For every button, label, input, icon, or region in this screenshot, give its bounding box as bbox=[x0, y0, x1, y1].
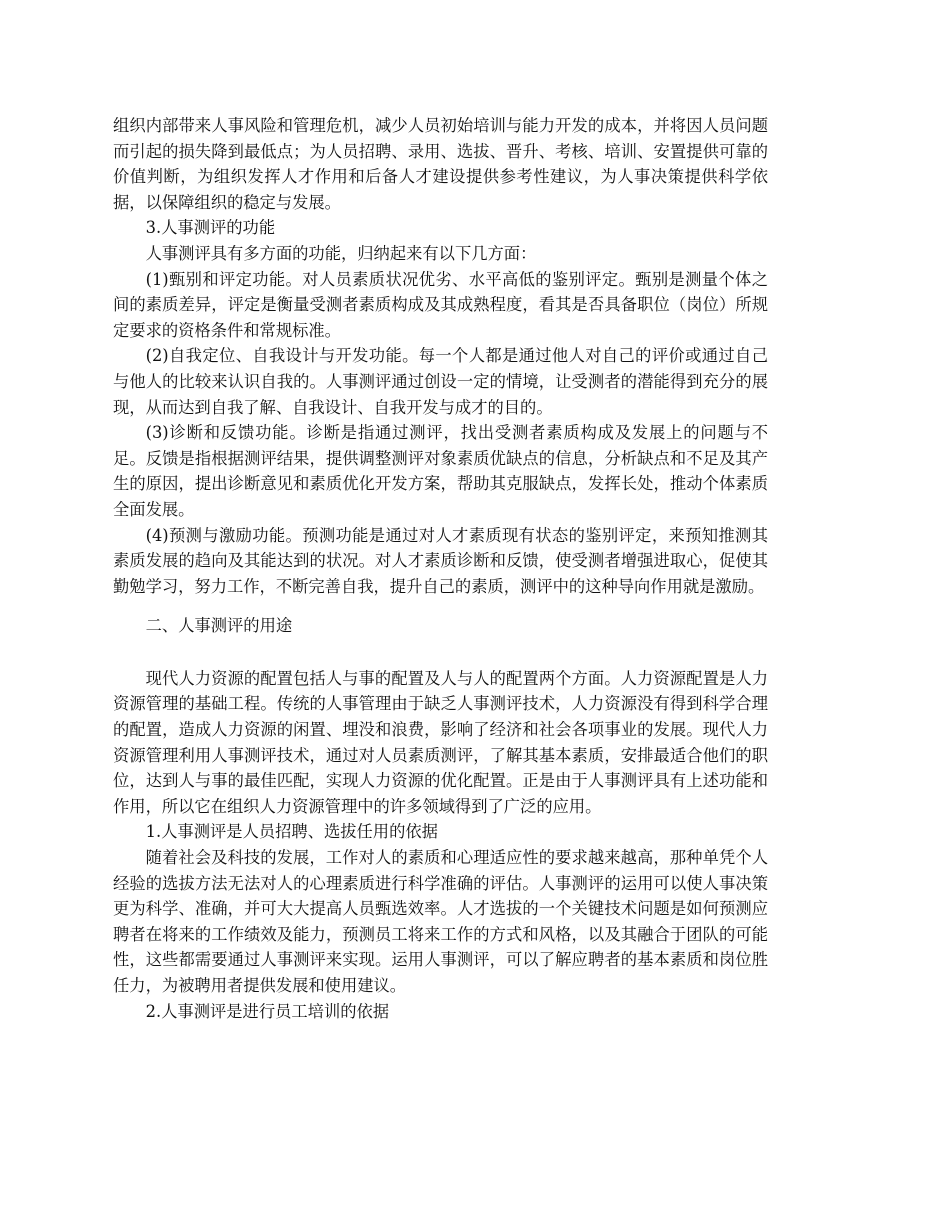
function-1-paragraph: (1)甄别和评定功能。对人员素质状况优劣、水平高低的鉴别评定。甄别是测量个体之间的素质差异，评定是衡量受测者素质构成及其成熟程度，看其是否具备职位（岗位）所规定要求的资格条件和常规标准。 bbox=[113, 269, 768, 340]
uses-intro-paragraph: 现代人力资源的配置包括人与事的配置及人与人的配置两个方面。人力资源配置是人力资源管理的基础工程。传统的人事管理由于缺乏人事测评技术，人力资源没有得到科学合理的配置，造成人力资源的闲置、埋没和浪费，影响了经济和社会各项事业的发展。现代人力资源管理利用人事测评技术，通过对人员素质测评，了解其基本素质，安排最适合他们的职位，达到人与事的最佳匹配，实现人力资源的优化配置。正是由于人事测评具有上述功能和作用，所以它在组织人力资源管理中的许多领域得到了广泛的应用。 bbox=[113, 668, 768, 816]
subsection-heading-training: 2.人事测评是进行员工培训的依据 bbox=[145, 1001, 390, 1021]
section-heading-uses: 二、人事测评的用途 bbox=[145, 616, 293, 636]
subsection-heading-recruitment: 1.人事测评是人员招聘、选拔任用的依据 bbox=[145, 822, 438, 842]
functions-intro-paragraph: 人事测评具有多方面的功能，归纳起来有以下几方面： bbox=[145, 243, 537, 263]
section-spacer bbox=[113, 639, 768, 666]
recruitment-paragraph: 随着社会及科技的发展，工作对人的素质和心理适应性的要求越来越高，那种单凭个人经验的选拔方法无法对人的心理素质进行科学准确的评估。人事测评的运用可以使人事决策更为科学、准确，并可大大提高人员甄选效率。人才选拔的一个关键技术问题是如何预测应聘者在将来的工作绩效及能力，预测员工将来工作的方式和风格，以及其融合于团队的可能性，这些都需要通过人事测评来实现。运用人事测评，可以了解应聘者的基本素质和岗位胜任力，为被聘用者提供发展和使用建议。 bbox=[113, 848, 768, 995]
continuation-paragraph: 组织内部带来人事风险和管理危机，减少人员初始培训与能力开发的成本，并将因人员问题而引起的损失降到最低点；为人员招聘、录用、选拔、晋升、考核、培训、安置提供可靠的价值判断，为组织发挥人才作用和后备人才建设提供参考性建议，为人事决策提供科学依据，以保障组织的稳定与发展。 bbox=[113, 116, 768, 212]
function-2-paragraph: (2)自我定位、自我设计与开发功能。每一个人都是通过他人对自己的评价或通过自己与他人的比较来认识自我的。人事测评通过创设一定的情境，让受测者的潜能得到充分的展现，从而达到自我了解、自我设计、自我开发与成才的目的。 bbox=[113, 346, 768, 417]
document-page bbox=[113, 113, 768, 1024]
subsection-heading-functions: 3.人事测评的功能 bbox=[145, 218, 276, 238]
section-spacer bbox=[113, 599, 768, 613]
function-4-paragraph: (4)预测与激励功能。预测功能是通过对人才素质现有状态的鉴别评定，来预知推测其素质发展的趋向及其能达到的状况。对人才素质诊断和反馈，使受测者增强进取心，促使其勤勉学习，努力工作，不断完善自我，提升自己的素质，测评中的这种导向作用就是激励。 bbox=[113, 525, 768, 596]
function-3-paragraph: (3)诊断和反馈功能。诊断是指通过测评，找出受测者素质构成及发展上的问题与不足。反馈是指根据测评结果，提供调整测评对象素质优缺点的信息，分析缺点和不足及其产生的原因，提出诊断意见和素质优化开发方案，帮助其克服缺点，发挥长处，推动个体素质全面发展。 bbox=[113, 423, 768, 519]
